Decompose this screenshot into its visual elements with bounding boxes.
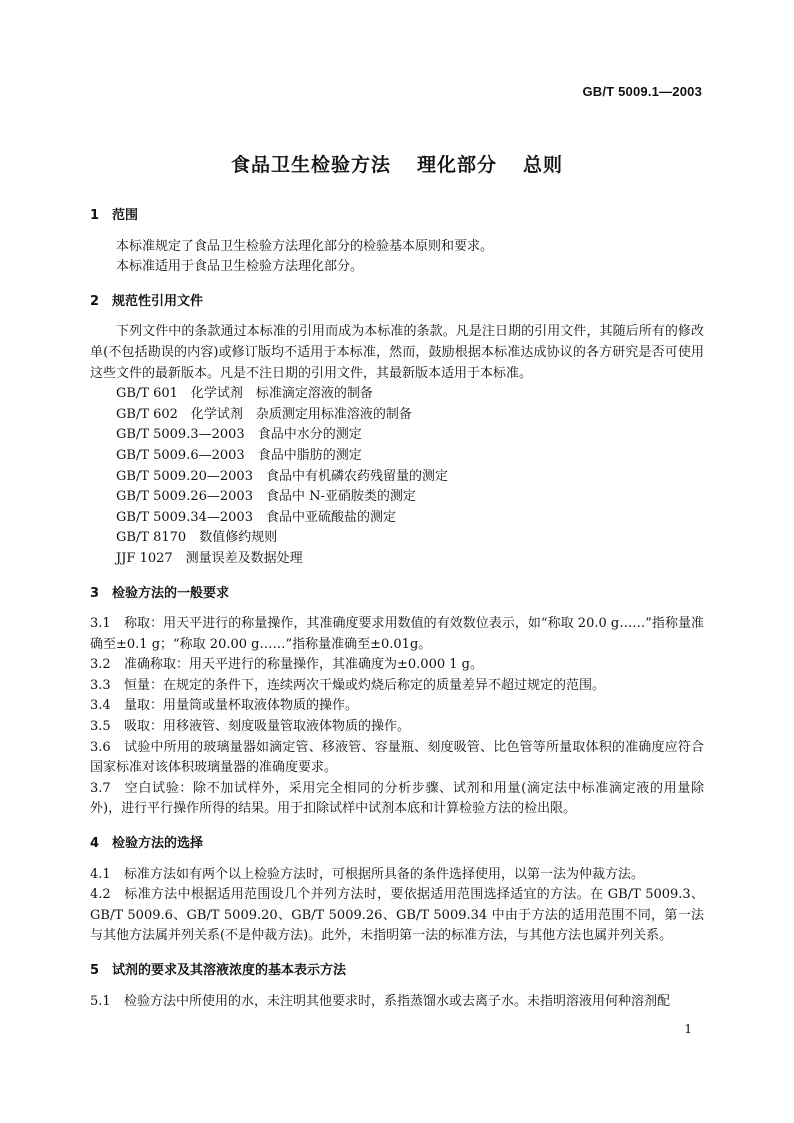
clause-3-2: 3.2 准确称取：用天平进行的称量操作，其准确度为±0.000 1 g。	[90, 657, 483, 673]
reference-item: GB/T 8170 数值修约规则	[116, 530, 278, 546]
document-body	[90, 206, 704, 1012]
clause-4-2: 4.2 标准方法中根据适用范围设几个并列方法时，要依据适用范围选择适宜的方法。在 GB/T 5009.3、GB/T 5009.6、GB/T 5009.20、GB/T 5009.26、GB/T 5009.34 中由于方法的适用范围不同，第一法与其他方法属并列关系(不是仲裁方法)。此外，未指明第一法的标准方法，与其他方法也属并列关系。	[90, 887, 704, 944]
reference-item: GB/T 5009.26—2003 食品中 N-亚硝胺类的测定	[116, 489, 416, 505]
title-part-2: 理化部分	[416, 154, 497, 176]
clause-3-7: 3.7 空白试验：除不加试样外，采用完全相同的分析步骤、试剂和用量(滴定法中标准滴定液的用量除外)，进行平行操作所得的结果。用于扣除试样中试剂本底和计算检验方法的检出限。	[90, 780, 704, 817]
reference-item: GB/T 5009.3—2003 食品中水分的测定	[116, 427, 362, 443]
reference-item: GB/T 602 化学试剂 杂质测定用标准溶液的制备	[116, 406, 412, 422]
reference-item: GB/T 5009.34—2003 食品中亚硫酸盐的测定	[116, 509, 396, 525]
reference-item: GB/T 5009.20—2003 食品中有机磷农药残留量的测定	[116, 468, 448, 484]
clause-4-1: 4.1 标准方法如有两个以上检验方法时，可根据所具备的条件选择使用，以第一法为仲裁方法。	[90, 866, 645, 882]
page-number: 1	[684, 1022, 692, 1036]
reference-item: JJF 1027 测量误差及数据处理	[116, 550, 303, 566]
title-part-3: 总则	[523, 154, 564, 176]
clause-3-5: 3.5 吸取：用移液管、刻度吸量管取液体物质的操作。	[90, 719, 411, 735]
document-title	[0, 150, 794, 177]
clause-5-1: 5.1 检验方法中所使用的水，未注明其他要求时，系指蒸馏水或去离子水。未指明溶液用何种溶剂配	[90, 993, 671, 1009]
section-2-heading: 2 规范性引用文件	[90, 293, 204, 309]
section-4-heading: 4 检验方法的选择	[90, 836, 204, 852]
clause-3-6: 3.6 试验中所用的玻璃量器如滴定管、移液管、容量瓶、刻度吸管、比色管等所量取体积的准确度应符合国家标准对该体积玻璃量器的准确度要求。	[90, 739, 704, 776]
standard-code: GB/T 5009.1—2003	[582, 84, 702, 99]
section-1-heading: 1 范围	[90, 208, 139, 223]
section-1-paragraph-1: 本标准规定了食品卫生检验方法理化部分的检验基本原则和要求。	[116, 238, 494, 254]
title-part-1: 食品卫生检验方法	[230, 154, 391, 176]
section-3-heading: 3 检验方法的一般要求	[90, 585, 230, 601]
reference-item: GB/T 601 化学试剂 标准滴定溶液的制备	[116, 386, 373, 402]
section-1-paragraph-2: 本标准适用于食品卫生检验方法理化部分。	[116, 259, 364, 275]
section-2-paragraph: 下列文件中的条款通过本标准的引用而成为本标准的条款。凡是注日期的引用文件，其随后所有的修改单(不包括勘误的内容)或修订版均不适用于本标准，然而，鼓励根据本标准达成协议的各方研究是否可使用这些文件的最新版本。凡是不注日期的引用文件，其最新版本适用于本标准。	[90, 324, 704, 381]
clause-3-4: 3.4 量取：用量筒或量杯取液体物质的操作。	[90, 698, 359, 714]
clause-3-3: 3.3 恒量：在规定的条件下，连续两次干燥或灼烧后称定的质量差异不超过规定的范围。	[90, 677, 606, 693]
reference-item: GB/T 5009.6—2003 食品中脂肪的测定	[116, 447, 362, 463]
section-5-heading: 5 试剂的要求及其溶液浓度的基本表示方法	[90, 963, 347, 978]
clause-3-1: 3.1 称取：用天平进行的称量操作，其准确度要求用数值的有效数位表示，如“称取 20.0 g……”指称量准确至±0.1 g；“称取 20.00 g……”指称量准确至±0.01g。	[90, 616, 704, 652]
